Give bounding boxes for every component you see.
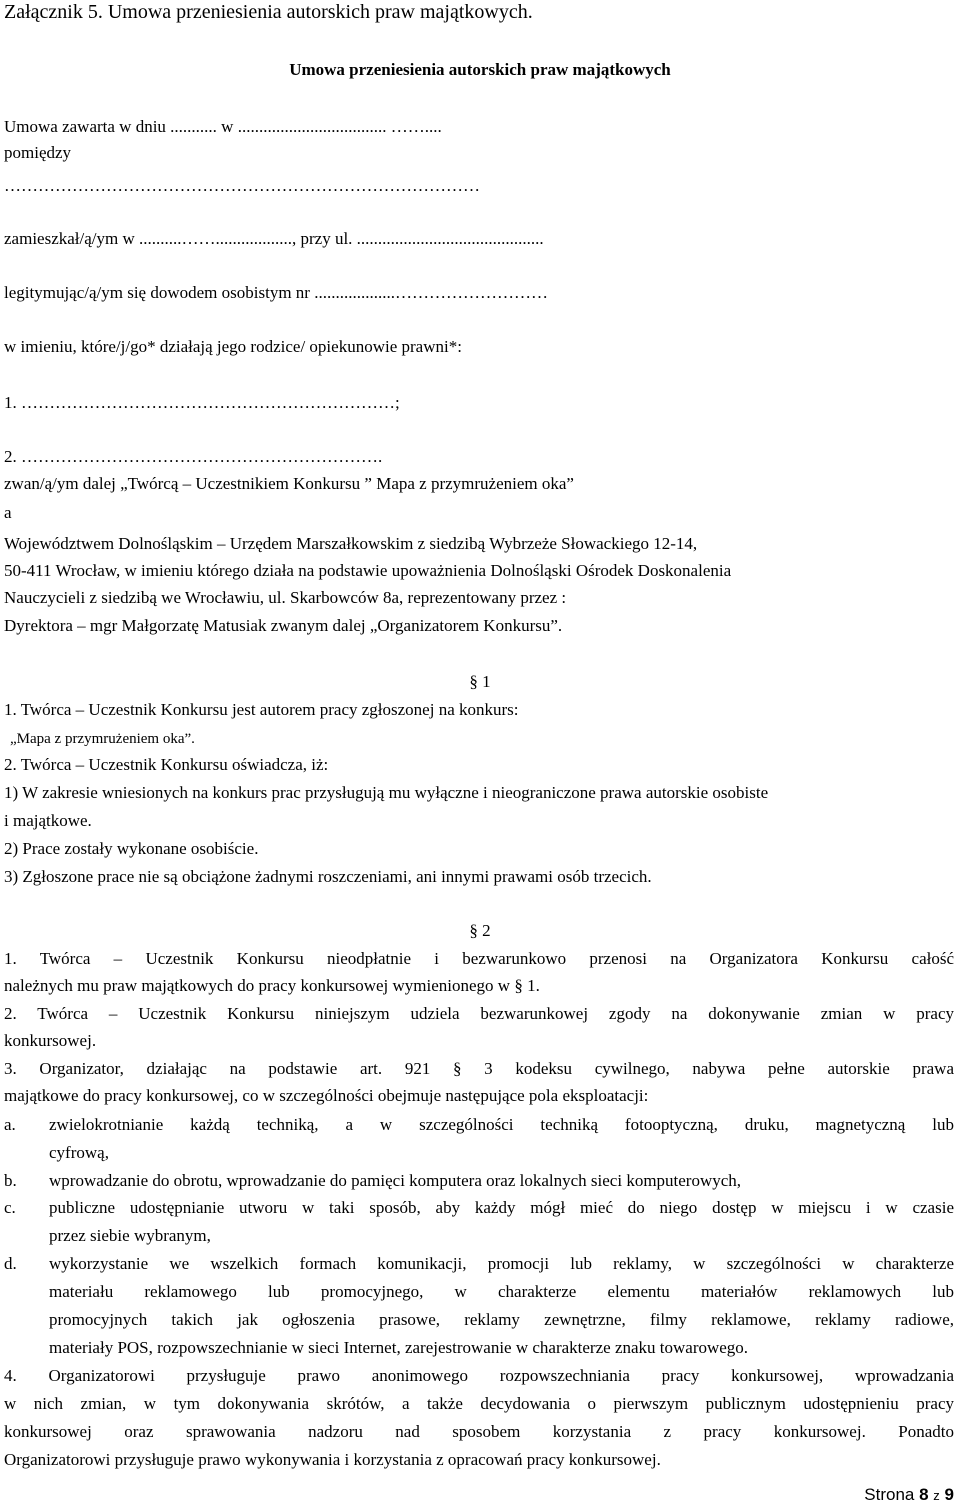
section-2-point-4-line-2: w nich zmian, w tym dokonywania skrótów, a także decydowania o pierwszym publicznym udostępnieniu pracy (4, 1394, 954, 1413)
agreement-title: Umowa przeniesienia autorskich praw majątkowych (289, 60, 671, 79)
list-item-c-line-1: publiczne udostępnianie utworu w taki sposób, aby każdy mógł mieć do niego dostęp w miejscu i w czasie (49, 1198, 954, 1217)
guardian-1-line: 1. …………………………………………………………; (4, 393, 400, 412)
section-1-point-2-2: 2) Prace zostały wykonane osobiście. (4, 839, 259, 858)
list-item-d-line-1: wykorzystanie we wszelkich formach komunikacji, promocji lub reklamy, w szczególności w charakterze (49, 1254, 954, 1273)
between-label: pomiędzy (4, 143, 72, 162)
page-current: 8 (919, 1485, 929, 1504)
section-1-point-2-1a: 1) W zakresie wniesionych na konkurs prac przysługują mu wyłączne i nieograniczone prawa autorskie osobiste (4, 783, 769, 802)
list-item-a-line-1: zwielokrotnianie każdą techniką, a w szczególności techniką fotooptyczną, druku, magnetyczną lub (49, 1115, 954, 1134)
list-item-marker: a. (4, 1115, 16, 1134)
contest-name-quote: „Mapa z przymrużeniem oka”. (10, 731, 195, 747)
section-2-point-4-line-1: 4. Organizatorowi przysługuje prawo anonimowego rozpowszechniania pracy konkursowej, wprowadzania (4, 1366, 954, 1385)
agreement-date-line: Umowa zawarta w dniu ........... w ................................... …….... (4, 117, 442, 136)
section-1-point-1: 1. Twórca – Uczestnik Konkursu jest autorem pracy zgłoszonej na konkurs: (4, 700, 519, 719)
section-2-heading: § 2 (469, 921, 491, 940)
section-2-point-4-line-3: konkursowej oraz sprawowania nadzoru nad sposobem korzystania z pracy konkursowej. Ponadto (4, 1422, 954, 1441)
list-item-d-line-2: materiału reklamowego lub promocyjnego, w charakterze elementu materiałów reklamowych lub (49, 1282, 954, 1301)
section-1-point-2-1b: i majątkowe. (4, 811, 92, 830)
page-label: Strona (864, 1485, 915, 1504)
organizer-line-4: Dyrektora – mgr Małgorzatę Matusiak zwanym dalej „Organizatorem Konkursu”. (4, 616, 563, 635)
list-item-d-line-3: promocyjnych takich jak ogłoszenia prasowe, reklamy zewnętrzne, filmy reklamowe, reklamy radiowe, (49, 1310, 954, 1329)
page-total: 9 (944, 1485, 954, 1504)
page-number (864, 1484, 954, 1507)
section-2-point-3a: 3. Organizator, działając na podstawie art. 921 § 3 kodeksu cywilnego, nabywa pełne autorskie prawa (4, 1059, 954, 1078)
list-item-a-line-2: cyfrową, (49, 1143, 109, 1162)
party-name-line: ………………………………………………………………………… (4, 176, 480, 195)
section-2-point-1b: należnych mu praw majątkowych do pracy konkursowej wymienionego w § 1. (4, 976, 540, 995)
document-title: Załącznik 5. Umowa przeniesienia autorskich praw majątkowych. (4, 1, 533, 23)
list-item-marker: b. (4, 1171, 17, 1190)
organizer-line-1: Województwem Dolnośląskim – Urzędem Marszałkowskim z siedzibą Wybrzeże Słowackiego 12-14, (4, 534, 698, 553)
list-item-d-line-4: materiały POS, rozpowszechnianie w sieci Internet, zarejestrowanie w charakterze znaku towarowego. (49, 1338, 749, 1357)
list-item-marker: d. (4, 1254, 17, 1273)
organizer-line-3: Nauczycieli z siedzibą we Wrocławiu, ul. Skarbowców 8a, reprezentowany przez : (4, 588, 567, 607)
party-id-line: legitymując/ą/ym się dowodem osobistym nr ...................……………………… (4, 283, 548, 302)
organizer-line-2: 50-411 Wrocław, w imieniu którego działa na podstawie upoważnienia Dolnośląski Ośrodek Doskonalenia (4, 561, 732, 580)
list-item-c-line-2: przez siebie wybranym, (49, 1226, 211, 1245)
list-item-b-line-1: wprowadzanie do obrotu, wprowadzanie do pamięci komputera oraz lokalnych sieci komputerowych, (49, 1171, 742, 1190)
on-behalf-line: w imieniu, które/j/go* działają jego rodzice/ opiekunowie prawni*: (4, 337, 462, 356)
section-1-point-2-3: 3) Zgłoszone prace nie są obciążone żadnymi roszczeniami, ani innymi prawami osób trzecich. (4, 867, 652, 886)
section-2-point-2a: 2. Twórca – Uczestnik Konkursu niniejszym udziela bezwarunkowej zgody na dokonywanie zmian w pracy (4, 1004, 954, 1023)
and-conjunction: a (4, 503, 12, 522)
section-2-point-3b: majątkowe do pracy konkursowej, co w szczególności obejmuje następujące pola eksploatacji: (4, 1086, 649, 1105)
section-2-point-2b: konkursowej. (4, 1031, 97, 1050)
creator-definition-line: zwan/ą/ym dalej „Twórcą – Uczestnikiem Konkursu ” Mapa z przymrużeniem oka” (4, 474, 574, 493)
party-address-line: zamieszkał/ą/ym w ..........…….................., przy ul. ............................................ (4, 229, 544, 248)
section-2-point-4-line-4: Organizatorowi przysługuje prawo wykonywania i korzystania z opracowań pracy konkursowej. (4, 1450, 661, 1469)
page-of: z (933, 1488, 940, 1503)
list-item-marker: c. (4, 1198, 16, 1217)
section-1-point-2: 2. Twórca – Uczestnik Konkursu oświadcza, iż: (4, 755, 329, 774)
section-1-heading: § 1 (469, 672, 491, 691)
guardian-2-line: 2. ………………………………………………………. (4, 447, 383, 466)
section-2-point-1a: 1. Twórca – Uczestnik Konkursu nieodpłatnie i bezwarunkowo przenosi na Organizatora Konkursu całość (4, 949, 954, 968)
